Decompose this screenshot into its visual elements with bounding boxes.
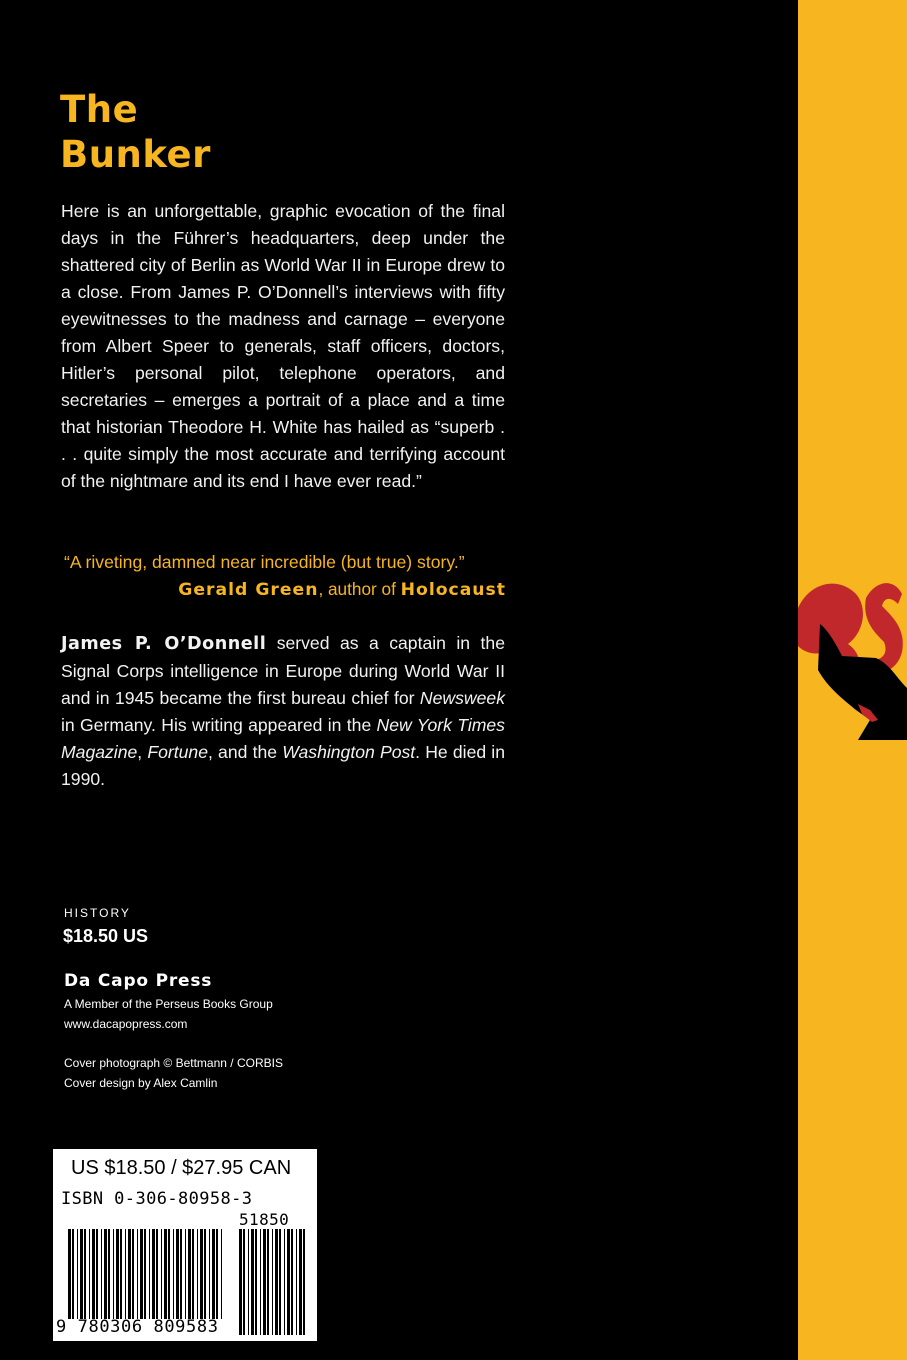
bio-magazine-4: Washington Post bbox=[282, 742, 416, 762]
barcode-bar bbox=[192, 1229, 194, 1319]
barcode-bar bbox=[299, 1229, 302, 1335]
addon-barcode-bars bbox=[239, 1229, 309, 1335]
bio-text-1: served as a captain in the Signal Corps intelligence in Europe during World War II and in 1945 became the first bureau chief for bbox=[61, 633, 505, 708]
barcode-bar bbox=[89, 1229, 90, 1319]
barcode-bar bbox=[303, 1229, 305, 1335]
isbn-number: ISBN 0-306-80958-3 bbox=[61, 1189, 253, 1209]
barcode-bar bbox=[101, 1229, 102, 1319]
design-credit: Cover design by Alex Camlin bbox=[64, 1076, 218, 1090]
barcode-bar bbox=[176, 1229, 179, 1319]
barcode-bar bbox=[251, 1229, 254, 1335]
book-description: Here is an unforgettable, graphic evocation of the final days in the Führer’s headquarters, deep under the shattered city of Berlin as World War II in Europe drew to a close. From James P. O’Donnell’s interviews with fifty eyewitnesses to the madness and carnage – everyone from Albert Speer to generals, staff officers, doctors, Hitler’s personal pilot, telephone operators, and secretaries – emerges a portrait of a place and a time that historian Theodore H. White has hailed as “superb . . . quite simply the most accurate and terrifying account of the nightmare and its end I have ever read.” bbox=[61, 201, 505, 491]
barcode-bar bbox=[180, 1229, 182, 1319]
price-addon-digits: 51850 bbox=[239, 1210, 290, 1229]
barcode-bar bbox=[104, 1229, 107, 1319]
barcode-bar bbox=[149, 1229, 150, 1319]
barcode-bar bbox=[132, 1229, 134, 1319]
book-title-line-2: Bunker bbox=[60, 133, 211, 176]
barcode-bar bbox=[125, 1229, 126, 1319]
barcode-bar bbox=[263, 1229, 266, 1335]
bio-text-4: . He died in 1990. bbox=[61, 742, 506, 789]
barcode-bar bbox=[204, 1229, 206, 1319]
barcode-bar bbox=[221, 1229, 222, 1319]
barcode-bar bbox=[239, 1229, 242, 1335]
barcode-bar bbox=[267, 1229, 269, 1335]
barcode-bar bbox=[84, 1229, 86, 1319]
barcode-bar bbox=[185, 1229, 186, 1319]
barcode-bar bbox=[284, 1229, 285, 1335]
bio-text-2: in Germany. His writing appeared in the bbox=[61, 715, 377, 735]
barcode-bar bbox=[255, 1229, 257, 1335]
ean-number: 9 780306 809583 bbox=[56, 1317, 219, 1337]
barcode-bar bbox=[137, 1229, 138, 1319]
barcode-bar bbox=[216, 1229, 218, 1319]
bio-magazine-3: Fortune bbox=[147, 742, 208, 762]
photo-credit: Cover photograph © Bettmann / CORBIS bbox=[64, 1056, 283, 1070]
publisher-website: www.dacapopress.com bbox=[64, 1017, 188, 1031]
barcode-bar bbox=[291, 1229, 293, 1335]
bio-sep-1: , bbox=[137, 742, 148, 762]
barcode-bar bbox=[77, 1229, 78, 1319]
barcode-bar bbox=[72, 1229, 74, 1319]
barcode-bar bbox=[144, 1229, 146, 1319]
barcode-bar bbox=[272, 1229, 273, 1335]
barcode-bar bbox=[248, 1229, 249, 1335]
author-name: James P. O’Donnell bbox=[61, 634, 267, 654]
barcode-bar bbox=[164, 1229, 167, 1319]
barcode-bar bbox=[279, 1229, 281, 1335]
barcode-bar bbox=[120, 1229, 122, 1319]
bio-text-3: , and the bbox=[208, 742, 283, 762]
ean-barcode-bars bbox=[68, 1229, 226, 1319]
barcode-bar bbox=[212, 1229, 215, 1319]
front-cover-art-edge bbox=[798, 560, 907, 740]
barcode-bar bbox=[287, 1229, 290, 1335]
barcode-bar bbox=[243, 1229, 245, 1335]
barcode-bar bbox=[296, 1229, 297, 1335]
barcode-bar bbox=[96, 1229, 98, 1319]
quote-author-of: , author of bbox=[318, 579, 401, 599]
barcode-bar bbox=[188, 1229, 191, 1319]
barcode-bar bbox=[173, 1229, 174, 1319]
barcode-bar bbox=[168, 1229, 170, 1319]
book-price: $18.50 US bbox=[63, 926, 149, 946]
barcode-bar bbox=[140, 1229, 143, 1319]
barcode-bar bbox=[128, 1229, 131, 1319]
barcode-bar bbox=[200, 1229, 203, 1319]
quote-attribution bbox=[64, 576, 506, 604]
barcode-bar bbox=[260, 1229, 261, 1335]
barcode-bar bbox=[108, 1229, 110, 1319]
barcode-bar bbox=[161, 1229, 162, 1319]
barcode-bar bbox=[152, 1229, 155, 1319]
author-bio bbox=[61, 630, 505, 793]
barcode-bar bbox=[156, 1229, 158, 1319]
barcode-label bbox=[53, 1149, 317, 1341]
barcode-bar bbox=[116, 1229, 119, 1319]
review-quote: “A riveting, damned near incredible (but true) story.” bbox=[64, 552, 465, 572]
barcode-bar bbox=[68, 1229, 71, 1319]
barcode-bar bbox=[275, 1229, 278, 1335]
barcode-price: US $18.50 / $27.95 CAN bbox=[71, 1157, 292, 1179]
publisher-name: Da Capo Press bbox=[64, 971, 213, 991]
barcode-bar bbox=[92, 1229, 95, 1319]
barcode-bar bbox=[113, 1229, 114, 1319]
barcode-bar bbox=[209, 1229, 210, 1319]
quote-author: Gerald Green bbox=[178, 580, 319, 600]
barcode-bar bbox=[197, 1229, 198, 1319]
quote-work: Holocaust bbox=[400, 580, 506, 600]
bio-magazine-2: New York Times Magazine bbox=[61, 715, 505, 762]
barcode-bar bbox=[80, 1229, 83, 1319]
book-category: HISTORY bbox=[64, 906, 131, 920]
publisher-member-line: A Member of the Perseus Books Group bbox=[64, 997, 273, 1011]
bio-magazine-1: Newsweek bbox=[419, 688, 505, 708]
book-title-line-1: The bbox=[60, 88, 139, 131]
